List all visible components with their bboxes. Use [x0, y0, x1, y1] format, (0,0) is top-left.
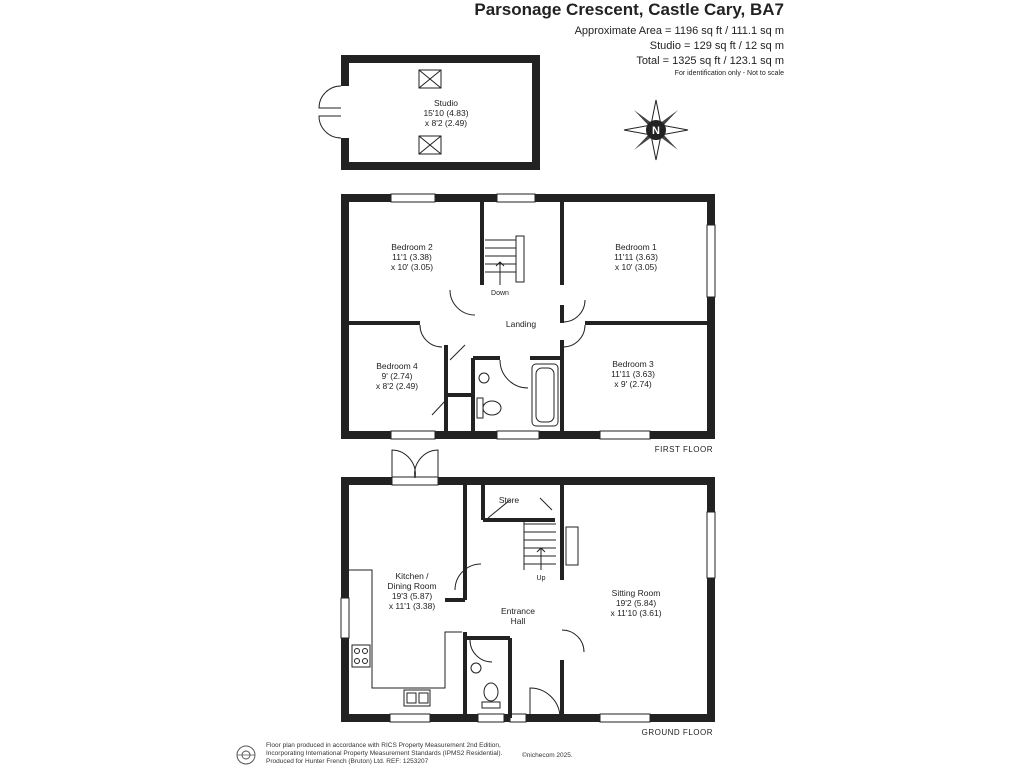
landing-label: Landing: [505, 319, 537, 329]
sitting-dim2: x 11'10 (3.61): [610, 608, 662, 618]
bedroom3-dim1: 11'11 (3.63): [611, 369, 655, 379]
footer-line3: Produced for Hunter French (Bruton) Ltd. REF: 1253207: [266, 758, 429, 765]
sitting-name: Sitting Room: [611, 588, 661, 598]
ground-floor-plan: [341, 450, 715, 737]
first-floor-plan: [345, 194, 715, 454]
bedroom4-name: Bedroom 4: [376, 361, 418, 371]
store-label: Store: [498, 495, 520, 505]
scale-disclaimer: For identification only - Not to scale: [674, 70, 784, 77]
studio-plan: [319, 59, 536, 166]
copyright: ©nichecom 2025.: [522, 752, 573, 759]
kitchen-name2: Dining Room: [387, 581, 437, 591]
bedroom4-dim2: x 8'2 (2.49): [375, 381, 419, 391]
area-total: Total = 1325 sq ft / 123.1 sq m: [636, 55, 784, 67]
first-floor-label: FIRST FLOOR: [654, 445, 713, 454]
studio-dim1: 15'10 (4.83): [423, 108, 469, 118]
studio-name: Studio: [433, 98, 459, 108]
bedroom2-dim1: 11'1 (3.38): [392, 252, 432, 262]
hall-line2: Hall: [510, 616, 526, 626]
kitchen-name1: Kitchen /: [395, 571, 429, 581]
bedroom1-name: Bedroom 1: [615, 242, 657, 252]
area-studio: Studio = 129 sq ft / 12 sq m: [649, 40, 784, 52]
studio-dim2: x 8'2 (2.49): [424, 118, 468, 128]
kitchen-dim1: 19'3 (5.87): [391, 591, 433, 601]
footer-line1: Floor plan produced in accordance with RICS Property Measurement 2nd Edition,: [266, 742, 501, 749]
footer-line2: Incorporating International Property Measurement Standards (IPMS2 Residential).: [266, 750, 503, 757]
bedroom1-dim2: x 10' (3.05): [614, 262, 658, 272]
area-main: Approximate Area = 1196 sq ft / 111.1 sq m: [574, 25, 784, 37]
hall-line1: Entrance: [500, 606, 536, 616]
footer-notes: [266, 742, 502, 766]
bedroom1-dim1: 11'11 (3.63): [614, 252, 658, 262]
bedroom3-name: Bedroom 3: [612, 359, 654, 369]
sitting-dim1: 19'2 (5.84): [615, 598, 657, 608]
compass-icon: [624, 100, 688, 160]
bedroom3-dim2: x 9' (2.74): [614, 379, 652, 389]
stairs-up-label: Up: [536, 575, 546, 582]
bedroom2-dim2: x 10' (3.05): [390, 262, 434, 272]
ground-floor-label: GROUND FLOOR: [641, 728, 713, 737]
stairs-down-label: Down: [491, 290, 509, 297]
property-address: Parsonage Crescent, Castle Cary, BA7: [474, 0, 784, 19]
kitchen-dim2: x 11'1 (3.38): [388, 601, 436, 611]
bedroom4-dim1: 9' (2.74): [381, 371, 413, 381]
ipms-logo-icon: [234, 744, 258, 766]
compass-letter: N: [652, 125, 660, 137]
bedroom2-name: Bedroom 2: [391, 242, 433, 252]
